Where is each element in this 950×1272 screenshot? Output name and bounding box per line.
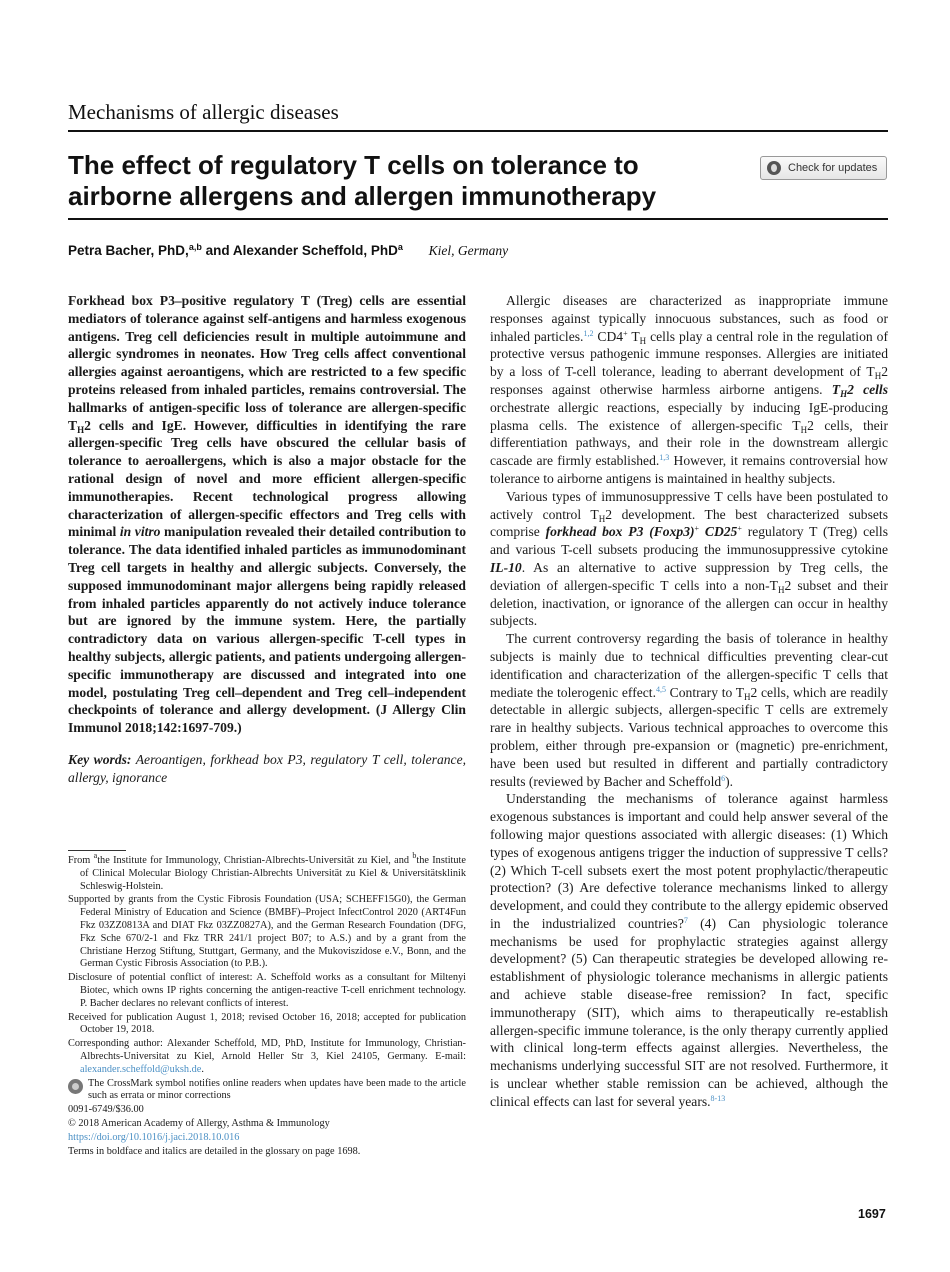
- keywords-label: Key words:: [68, 751, 132, 767]
- author-1-affil: a,b: [188, 242, 202, 252]
- crossmark-icon: [767, 161, 781, 175]
- citation-link[interactable]: 1,2: [583, 328, 594, 338]
- footnote-copyright: © 2018 American Academy of Allergy, Asthma & Immunology: [68, 1117, 330, 1129]
- body-paragraph-2: Various types of immunosuppressive T cells have been postulated to actively control $T_H2$ development. The best characterized subsets comprise forkhead box P3 (Foxp3)+ CD25+ regulatory T (Treg) cells and various T-cell subsets producing the immunosuppressive cytokine IL-10. As an alternative to active suppression by Treg cells, the deviation of allergen-specific T cells into a non-$T_H2$ subset and their deletion, inactivation, or ignorance of the allergen can occur in healthy subjects.: [490, 488, 889, 629]
- footnote-crossmark: The CrossMark symbol notifies online readers when updates have been made to the article such as errata or minor corrections: [68, 1078, 466, 1104]
- body-paragraph-3: The current controversy regarding the basis of tolerance in healthy subjects is mainly due to technical difficulties preventing clear-cut identification and characterization of the allergen-specific T cells that mediate the tolerogenic effect.$^{4,5}$ Contrary to $T_H2$ cells, which are readily detectable in allergic subjects, allergen-specific T cells are extremely rare in healthy subjects. Various technical approaches to overcome this problem, either through pre-expansion or (magnetic) pre-enrichment, have been used but resulted in different and partially contradictory results (reviewed by Bacher and Scheffold$^6$).: [490, 631, 888, 789]
- keywords-text: Aeroantigen, forkhead box P3, regulatory T cell, tolerance, allergy, ignorance: [68, 751, 466, 785]
- header-rule-top: [68, 130, 888, 132]
- citation-link[interactable]: 8-13: [710, 1093, 726, 1103]
- email-link[interactable]: alexander.scheffold@uksh.de: [80, 1063, 202, 1075]
- header-rule-bottom: [68, 218, 888, 220]
- right-column: [490, 292, 888, 1111]
- author-1: Petra Bacher, PhD,: [68, 243, 189, 258]
- check-for-updates-button[interactable]: [760, 156, 887, 180]
- footnote-received: Received for publication August 1, 2018; revised October 16, 2018; accepted for publication October 19, 2018.: [68, 1011, 466, 1036]
- author-location: Kiel, Germany: [428, 243, 509, 258]
- body-paragraph-1: Allergic diseases are characterized as inappropriate immune responses against typically innocuous substances, such as food or inhaled particles.$^{1,2}$ CD4+ $T_H$ cells play a central role in the regulation of protective versus pathogenic immune responses. Allergies are initiated by a loss of T-cell tolerance, leading to aberrant development of $T_H2$ responses against otherwise harmless airborne antigens. $T_H2$ cells orchestrate allergic reactions, especially by inducing IgE-producing plasma cells. The existence of allergen-specific $T_H2$ cells, their differentiation pathways, and their role in the downstream allergic cascade are firmly established.$^{1,3}$ However, it remains controversial how tolerance to airborne antigens is maintained in healthy subjects.: [490, 293, 888, 486]
- article-title: [68, 150, 748, 212]
- page-number: 1697: [858, 1207, 886, 1221]
- article-title-line1: The effect of regulatory T cells on tolerance to: [68, 150, 639, 180]
- body-paragraph-4: Understanding the mechanisms of tolerance against harmless exogenous substances is important and could help answer several of the following major questions associated with allergic diseases: (1) Which types of exogenous antigens trigger the induction of suppressive T cells? (2) Which T-cell subsets exert the most potent prophylactic/therapeutic protection? (3) Are defective tolerance mechanisms linked to allergy development, and could they contribute to the allergy epidemic observed in the industrialized countries?$^7$ (4) Can physiologic tolerance mechanisms be used for prophylactic strategies against allergy development? (5) Can therapeutic strategies be developed allowing re-establishment of physiologic tolerance mechanisms in allergic patients and achieve stable disease-free remission? In fact, specific immunotherapy (SIT), which aims to therapeutically re-establish allergen-specific immune tolerance, is the only therapy currently applied with clinical long-term effects against allergies. Nevertheless, the mechanisms underlying successful SIT are not resolved. Furthermore, it is unclear whether stable remission can be achieved, although the clinical effects can last for several years.$^{8-13}$: [490, 791, 888, 1109]
- left-column: [68, 292, 466, 787]
- citation-link[interactable]: 7: [683, 915, 688, 925]
- author-line: [68, 243, 508, 259]
- footnote-issn: 0091-6749/$36.00: [68, 1104, 144, 1116]
- keywords: [68, 751, 466, 787]
- footnotes: [68, 851, 466, 1159]
- author-2-affil: a: [397, 242, 403, 252]
- section-title: Mechanisms of allergic diseases: [68, 100, 339, 124]
- citation-link[interactable]: 1,3: [659, 453, 670, 463]
- footnote-affiliations: From $^a$the Institute for Immunology, Christian-Albrechts-Universität zu Kiel, and $^b$the Institute of Clinical Molecular Biology Christian-Albrechts Universität zu Kiel & Universitätsklinik Schleswig-Holstein.: [68, 851, 466, 892]
- citation-link[interactable]: 4,5: [655, 684, 666, 694]
- footnote-corresponding: Corresponding author: Alexander Scheffold, MD, PhD, Institute for Immunology, Christian-Albrechts-Universitat zu Kiel, Arnold Heller Str 3, Kiel 24105, Germany. E-mail: alexander.scheffold@uksh.de.: [68, 1038, 466, 1075]
- crossmark-small-icon: [68, 1079, 83, 1094]
- check-for-updates-label: Check for updates: [788, 162, 878, 174]
- footnote-glossary: Terms in boldface and italics are detailed in the glossary on page 1698.: [68, 1145, 361, 1157]
- abstract: Forkhead box P3–positive regulatory T (Treg) cells are essential mediators of tolerance against self-antigens and harmless exogenous antigens. Treg cell deficiencies result in multiple autoimmune and allergic syndromes in neonates. How Treg cells affect conventional allergies against aeroantigens, which are restricted to a few specific proteins released from inhaled particles, remains controversial. The hallmarks of antigen-specific loss of tolerance are allergen-specific $T_H2$ cells and IgE. However, difficulties in identifying the rare allergen-specific Treg cells have obscured the cellular basis of tolerance to aeroallergens, which is also a major obstacle for the rational design of novel and more efficient allergen-specific immunotherapies. Recent technological progress allowing characterization of allergen-specific effectors and Treg cells with minimal in vitro manipulation revealed their detailed contribution to tolerance. The data identified inhaled particles as immunodominant Treg cell targets in healthy and allergic subjects. Conversely, the supposed immunodominant major allergens being rapidly released from inhaled particles apparently do not actively induce tolerance but are ignored by the immune system. Here, the partially contradictory data on various allergen-specific T-cell types in healthy subjects, allergic patients, and patients undergoing allergen-specific immunotherapy are discussed and integrated into one model, postulating Treg cell–dependent and Treg cell–independent checkpoints of tolerance and allergy development. (J Allergy Clin Immunol 2018;142:1697-709.): [68, 293, 466, 736]
- author-2: and Alexander Scheffold, PhD: [205, 243, 398, 258]
- citation-link[interactable]: 6: [721, 773, 726, 783]
- footnote-disclosure: Disclosure of potential conflict of interest: A. Scheffold works as a consultant for Miltenyi Biotec, which owns IP rights concerning the antigen-reactive T-cell enrichment technology. P. Bacher declares no relevant conflicts of interest.: [68, 972, 466, 1009]
- doi-link[interactable]: https://doi.org/10.1016/j.jaci.2018.10.016: [68, 1131, 240, 1143]
- footnote-funding: Supported by grants from the Cystic Fibrosis Foundation (USA; SCHEFF15G0), the German Federal Ministry of Education and Science (BMBF)–Project InfectControl 2020 (ART4Fun Fkz 03ZZ0813A and DIAT Fkz 03ZZ0827A), and the German Research Foundation (DFG, Fkz Sche 670/2-1 and Fkz TRR 241/1 project B07; to A.S.) and by a grant from the Christiane Herzog Stiftung, Stuttgart, Germany, and the Mukoviszidose e.V., Bonn, and the German Cystic Fibrosis Association (to P.B.).: [68, 894, 466, 970]
- article-title-line2: airborne allergens and allergen immunotherapy: [68, 181, 657, 211]
